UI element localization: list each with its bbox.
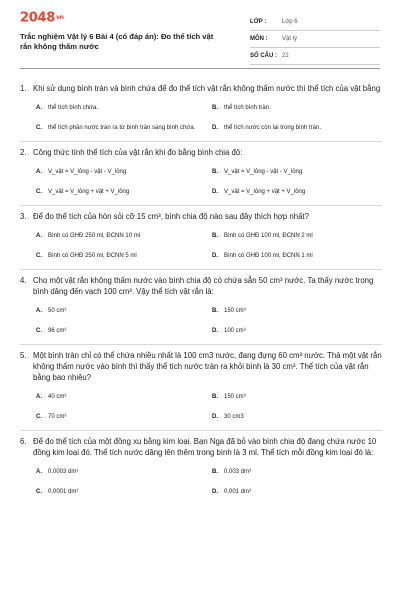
option-text: 96 cm³: [48, 328, 67, 334]
question-stem: [20, 211, 382, 222]
quiz-meta: [250, 14, 380, 65]
question-item: [20, 206, 382, 270]
option-letter: D.: [212, 328, 218, 334]
question-item: [20, 78, 382, 142]
meta-value: Vật lý: [282, 36, 298, 42]
question-text: Khi sử dụng bình tràn và bình chứa để đo thể tích vật rắn không thấm nước thì thể tích của vật bằng: [33, 84, 381, 93]
option-letter: A.: [36, 169, 42, 175]
logo-suffix: vn: [55, 14, 64, 21]
option-letter: D.: [212, 125, 218, 131]
option-letter: B.: [212, 105, 218, 111]
answer-option[interactable]: [36, 246, 206, 266]
question-text: Cho một vật rắn không thấm nước vào bình chia độ có chứa sẵn 50 cm³ nước. Ta thấy nước trong bình dâng đến vạch 100 cm³. Vậy thể tích vật rắn là:: [33, 276, 374, 296]
option-text: V_vật = V_lỏng - vật - V_lỏng: [48, 169, 127, 175]
answer-option[interactable]: [36, 98, 206, 118]
meta-row-class: [250, 14, 380, 31]
option-letter: D.: [212, 253, 218, 259]
option-letter: D.: [212, 489, 218, 495]
header-divider: [20, 68, 380, 69]
option-text: V_vật = V_lỏng + vật + V_lỏng: [224, 189, 306, 195]
answer-option[interactable]: [212, 301, 382, 321]
answer-option[interactable]: [36, 162, 206, 182]
option-text: 100 cm³: [224, 328, 246, 334]
answer-option[interactable]: [212, 162, 382, 182]
option-letter: D.: [212, 189, 218, 195]
option-text: 50 cm³: [48, 308, 67, 314]
answer-option[interactable]: [36, 407, 206, 427]
answer-options: [36, 226, 382, 266]
option-letter: C.: [36, 125, 42, 131]
answer-option[interactable]: [212, 407, 382, 427]
option-letter: A.: [36, 308, 42, 314]
option-text: thể tích bình chứa.: [48, 105, 99, 111]
question-stem: [20, 350, 382, 383]
answer-options: [36, 98, 382, 138]
option-text: V_vật = V_lỏng + vật + V_lỏng: [48, 189, 130, 195]
question-stem: [20, 436, 382, 458]
option-letter: B.: [212, 169, 218, 175]
question-text: Để đo thể tích của hòn sỏi cỡ 15 cm³, bình chia độ nào sau đây thích hợp nhất?: [33, 212, 309, 221]
option-letter: B.: [212, 394, 218, 400]
answer-options: [36, 301, 382, 341]
option-letter: C.: [36, 253, 42, 259]
answer-option[interactable]: [36, 321, 206, 341]
answer-option[interactable]: [212, 387, 382, 407]
option-text: 0,0001 dm³: [48, 489, 79, 495]
meta-key: LỚP :: [250, 19, 267, 25]
answer-option[interactable]: [212, 321, 382, 341]
answer-option[interactable]: [212, 118, 382, 138]
option-text: thể tích bình tràn.: [224, 105, 271, 111]
question-number: 5.: [20, 351, 27, 360]
answer-option[interactable]: [212, 182, 382, 202]
option-text: 0,0003 dm³: [48, 469, 79, 475]
question-item: [20, 142, 382, 206]
option-text: Bình có GHĐ 100 ml, ĐCNN 1 ml: [224, 253, 313, 259]
option-text: 30 cm3: [224, 414, 244, 420]
question-list: [20, 78, 382, 505]
option-letter: B.: [212, 469, 218, 475]
answer-option[interactable]: [36, 387, 206, 407]
option-letter: C.: [36, 489, 42, 495]
meta-value: 22: [282, 53, 289, 59]
answer-option[interactable]: [212, 482, 382, 502]
logo-text: 2048: [20, 10, 55, 26]
question-item: [20, 345, 382, 431]
answer-option[interactable]: [36, 462, 206, 482]
option-text: Bình có GHĐ 100 ml, ĐCNN 2 ml: [224, 233, 313, 239]
option-letter: A.: [36, 233, 42, 239]
option-text: V_vật = V_lỏng - vật - V_lỏng: [224, 169, 303, 175]
question-stem: [20, 275, 382, 297]
answer-option[interactable]: [212, 462, 382, 482]
option-letter: C.: [36, 328, 42, 334]
answer-option[interactable]: [212, 246, 382, 266]
quiz-title: Trắc nghiệm Vật lý 6 Bài 4 (có đáp án): Đo thể tích vật rắn không thấm nước: [20, 32, 214, 51]
answer-option[interactable]: [36, 482, 206, 502]
option-text: 40 cm³: [48, 394, 67, 400]
option-letter: A.: [36, 105, 42, 111]
meta-row-subject: [250, 31, 380, 48]
question-stem: [20, 147, 382, 158]
option-text: thể tích phần nước tràn ra từ bình tràn sang bình chứa.: [48, 125, 196, 131]
answer-option[interactable]: [36, 301, 206, 321]
question-item: [20, 431, 382, 505]
option-text: 70 cm³: [48, 414, 67, 420]
answer-option[interactable]: [212, 226, 382, 246]
answer-options: [36, 162, 382, 202]
question-number: 6.: [20, 437, 27, 446]
option-text: 150 cm³: [224, 308, 246, 314]
question-number: 1.: [20, 84, 27, 93]
meta-key: MÔN :: [250, 36, 268, 42]
answer-option[interactable]: [36, 182, 206, 202]
question-number: 2.: [20, 148, 27, 157]
question-number: 3.: [20, 212, 27, 221]
meta-value: Lớp 6: [282, 19, 298, 25]
option-letter: A.: [36, 469, 42, 475]
answer-options: [36, 462, 382, 502]
option-letter: B.: [212, 308, 218, 314]
option-text: Bình có GHĐ 250 ml, ĐCNN 5 ml: [48, 253, 137, 259]
answer-option[interactable]: [212, 98, 382, 118]
option-text: 0,003 dm³: [224, 469, 252, 475]
answer-option[interactable]: [36, 118, 206, 138]
question-text: Công thức tính thể tích của vật rắn khi đo bằng bình chia độ:: [33, 148, 243, 157]
option-text: 150 cm³: [224, 394, 246, 400]
question-stem: [20, 83, 382, 94]
option-letter: A.: [36, 394, 42, 400]
option-text: Bình có GHĐ 250 ml, ĐCNN 10 ml: [48, 233, 141, 239]
option-text: thể tích nước còn lại trong bình tràn.: [224, 125, 322, 131]
option-letter: D.: [212, 414, 218, 420]
meta-key: SỐ CÂU :: [250, 53, 277, 59]
question-item: [20, 270, 382, 345]
option-letter: B.: [212, 233, 218, 239]
answer-option[interactable]: [36, 226, 206, 246]
question-text: Một bình tràn chỉ có thể chứa nhiều nhất là 100 cm3 nước, đang đựng 60 cm³ nước. Thả một vật rắn không thấm nước vào bình thì thấy thể tích nước tràn ra khỏi bình là 30 cm³. Thể tích của vật rắn bằng bao nhiêu?: [33, 351, 382, 382]
meta-row-count: [250, 48, 380, 65]
answer-options: [36, 387, 382, 427]
option-letter: C.: [36, 414, 42, 420]
question-number: 4.: [20, 276, 27, 285]
option-letter: C.: [36, 189, 42, 195]
question-text: Để đo thể tích của một đồng xu bằng kim loại. Bạn Nga đã bỏ vào bình chia độ đang chứa nước 10 đồng kim loại đó. Thể tích nước dâng lên thêm trong bình là 3 ml. Thể tích mỗi đồng kim loại đó là:: [33, 437, 377, 457]
option-text: 0,001 dm³: [224, 489, 252, 495]
